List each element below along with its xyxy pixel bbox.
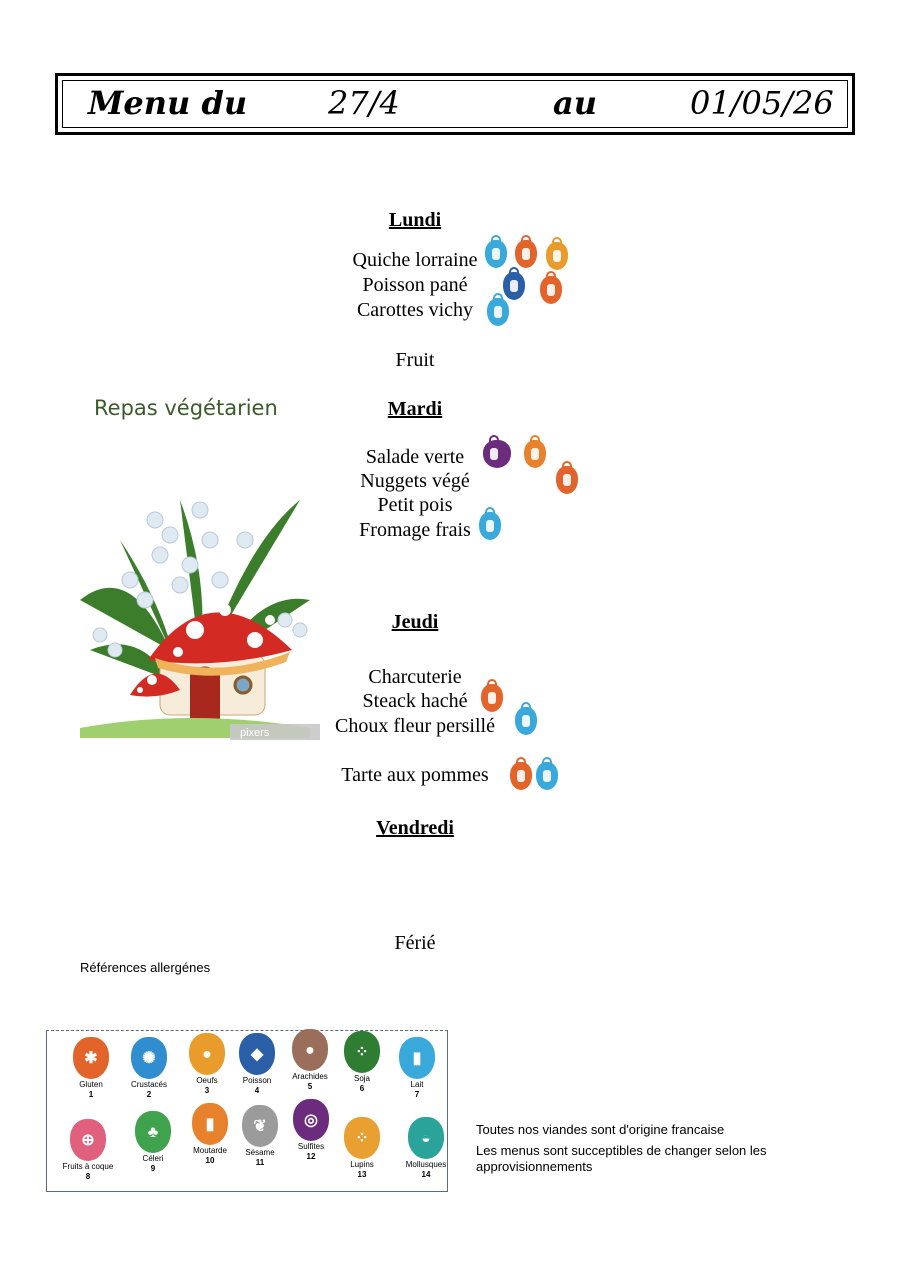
day-title-thursday: Jeudi bbox=[391, 611, 439, 633]
allergen-sesame: ❦ Sésame 11 bbox=[233, 1105, 287, 1167]
dish-thursday-1: Charcuterie bbox=[368, 666, 462, 688]
day-title-monday: Lundi bbox=[388, 209, 442, 231]
allergen-references-title: Références allergénes bbox=[80, 960, 211, 975]
fish-icon: ◆ bbox=[239, 1033, 275, 1075]
dish-tuesday-2: Nuggets végé bbox=[360, 470, 470, 492]
milk-icon bbox=[487, 298, 509, 326]
peanut-icon: ● bbox=[292, 1029, 328, 1071]
wheat-icon bbox=[540, 276, 562, 304]
egg-icon bbox=[546, 242, 568, 270]
watermark-text: pixers bbox=[240, 727, 270, 739]
dish-thursday-2: Steack haché bbox=[362, 690, 468, 712]
allergen-lupins: ⁘ Lupins 13 bbox=[335, 1117, 389, 1179]
allergen-poisson: ◆ Poisson 4 bbox=[230, 1033, 284, 1095]
celery-icon: ♣ bbox=[135, 1111, 171, 1153]
wheat-icon bbox=[510, 762, 532, 790]
day-title-friday: Vendredi bbox=[376, 817, 454, 839]
dish-thursday-3: Choux fleur persillé bbox=[335, 715, 495, 737]
allergen-sulfites: ◎ Sulfites 12 bbox=[284, 1099, 338, 1161]
sesame-icon: ❦ bbox=[242, 1105, 278, 1147]
header-separator: au bbox=[553, 84, 597, 122]
dish-monday-2: Poisson pané bbox=[362, 274, 468, 296]
vegetarian-label: Repas végétarien bbox=[94, 396, 278, 420]
milk-icon: ▮ bbox=[399, 1037, 435, 1079]
dish-tuesday-4: Fromage frais bbox=[359, 519, 471, 541]
soy-icon: ⁘ bbox=[344, 1031, 380, 1073]
sulfite-icon: ◎ bbox=[293, 1099, 329, 1141]
nut-icon: ⊕ bbox=[70, 1119, 106, 1161]
milk-icon bbox=[515, 707, 537, 735]
milk-icon bbox=[479, 512, 501, 540]
menu-change-note: Les menus sont succeptibles de changer selon les approvisionnements bbox=[476, 1143, 767, 1174]
milk-icon bbox=[485, 240, 507, 268]
allergen-gluten: ✱ Gluten 1 bbox=[64, 1037, 118, 1099]
dish-friday-1: Férié bbox=[394, 932, 436, 954]
dish-thursday-4: Tarte aux pommes bbox=[341, 764, 489, 786]
allergen-oeufs: ● Oeufs 3 bbox=[180, 1033, 234, 1095]
allergen-celeri: ♣ Céleri 9 bbox=[126, 1111, 180, 1173]
allergen-soja: ⁘ Soja 6 bbox=[335, 1031, 389, 1093]
allergen-mollusques: ◒ Mollusques 14 bbox=[399, 1117, 453, 1179]
dish-monday-3: Carottes vichy bbox=[356, 299, 474, 321]
shell-icon: ◒ bbox=[408, 1117, 444, 1159]
milk-icon bbox=[536, 762, 558, 790]
wheat-icon bbox=[556, 466, 578, 494]
wheat-icon bbox=[481, 684, 503, 712]
menu-header bbox=[55, 73, 855, 135]
allergen-moutarde: ▮ Moutarde 10 bbox=[183, 1103, 237, 1165]
dish-tuesday-1: Salade verte bbox=[365, 446, 465, 468]
allergen-arachides: ● Arachides 5 bbox=[283, 1029, 337, 1091]
dish-monday-1: Quiche lorraine bbox=[352, 249, 478, 271]
dish-monday-4: Fruit bbox=[395, 349, 435, 371]
allergen-legend bbox=[46, 1030, 448, 1192]
wheat-icon bbox=[515, 240, 537, 268]
allergen-fruits-a-coque: ⊕ Fruits à coque 8 bbox=[61, 1119, 115, 1181]
allergen-crustaces: ✺ Crustacés 2 bbox=[122, 1037, 176, 1099]
crab-icon: ✺ bbox=[131, 1037, 167, 1079]
lupin-icon: ⁘ bbox=[344, 1117, 380, 1159]
header-label: Menu du bbox=[88, 84, 248, 122]
fish-icon bbox=[503, 272, 525, 300]
allergen-lait: ▮ Lait 7 bbox=[390, 1037, 444, 1099]
mustard-icon bbox=[524, 440, 546, 468]
sulfite-icon bbox=[483, 440, 511, 468]
wheat-icon: ✱ bbox=[73, 1037, 109, 1079]
header-end-date: 01/05/26 bbox=[690, 84, 834, 122]
dish-tuesday-3: Petit pois bbox=[377, 494, 453, 516]
mustard-icon: ▮ bbox=[192, 1103, 228, 1145]
day-title-tuesday: Mardi bbox=[387, 398, 443, 420]
header-start-date: 27/4 bbox=[328, 84, 400, 122]
egg-icon: ● bbox=[189, 1033, 225, 1075]
meat-origin-note: Toutes nos viandes sont d'origine francaise bbox=[476, 1122, 725, 1137]
